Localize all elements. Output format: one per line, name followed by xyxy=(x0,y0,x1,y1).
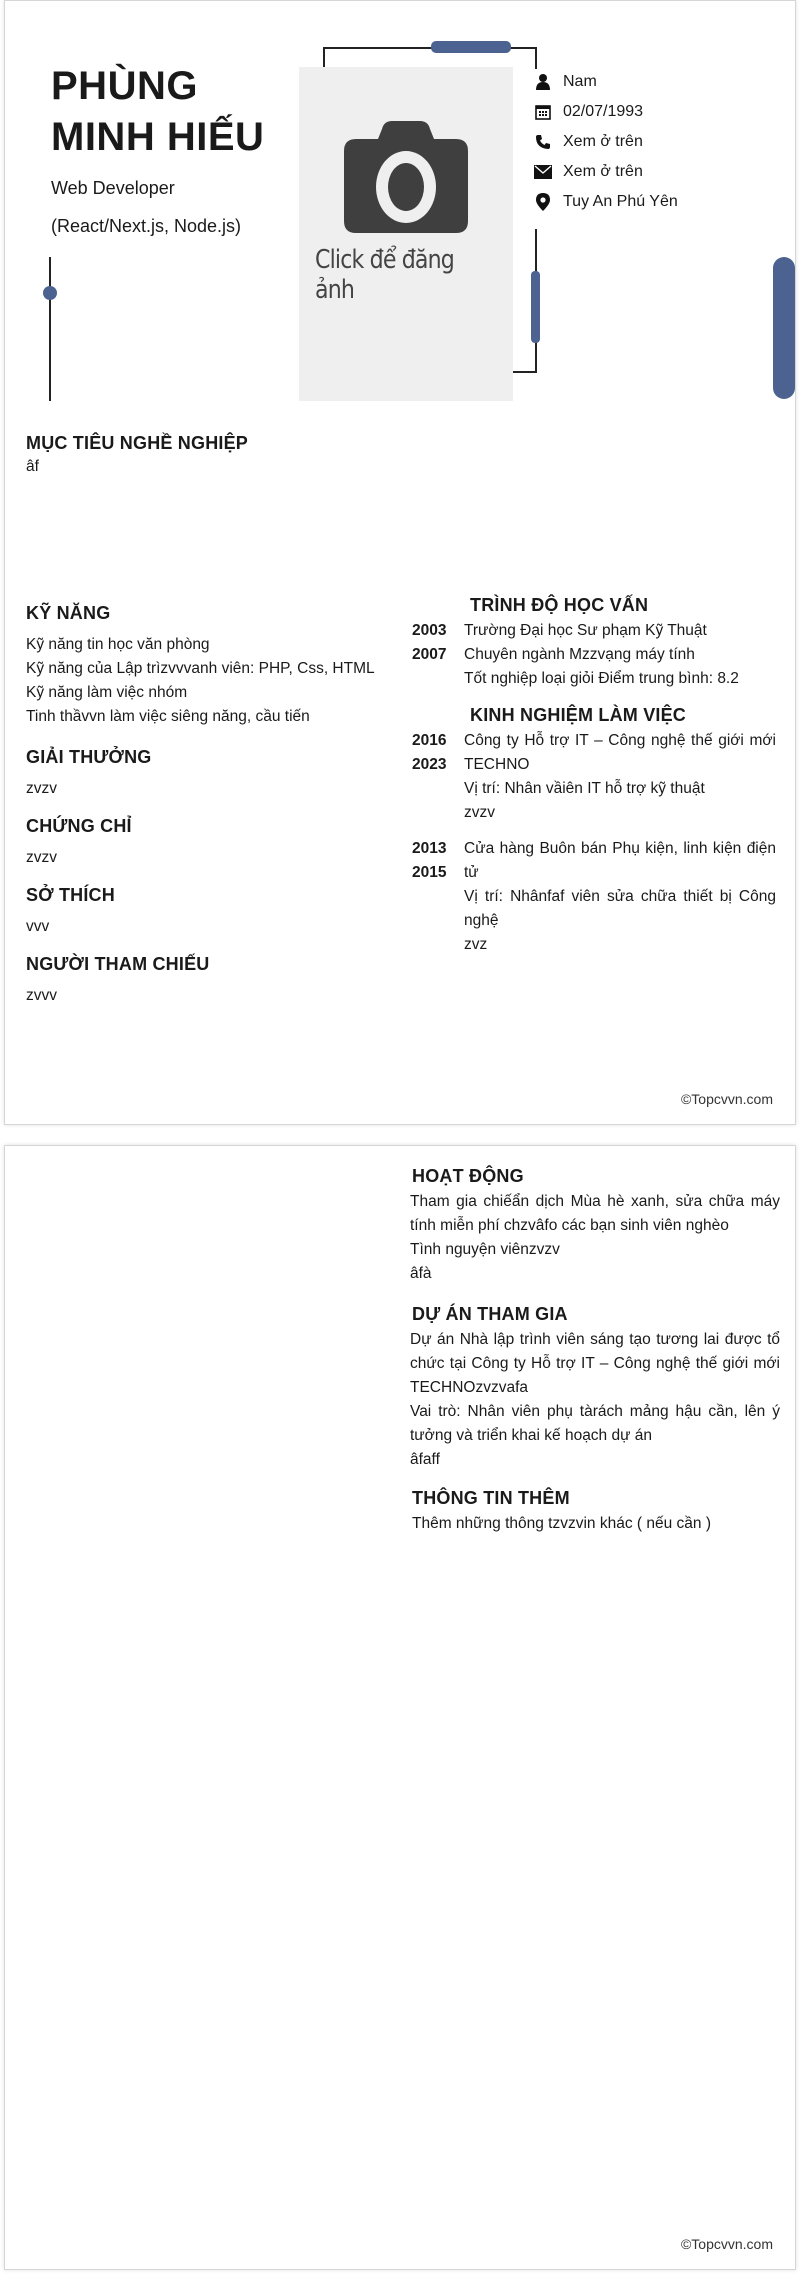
contact-email[interactable] xyxy=(531,157,678,187)
education-result: Tốt nghiệp loại giỏi Điểm trung bình: 8.2 xyxy=(464,670,739,687)
activities-title: HOẠT ĐỘNG xyxy=(412,1166,524,1186)
experience-company: Công ty Hỗ trợ IT – Công nghệ thế giới mới TECHNO xyxy=(464,732,776,773)
hobbies-title: SỞ THÍCH xyxy=(26,885,115,905)
footer-brand: ©Topcvvn.com xyxy=(680,1091,773,1107)
education-year-from: 2003 xyxy=(412,622,447,639)
awards-title: GIẢI THƯỞNG xyxy=(26,747,152,767)
contact-gender[interactable] xyxy=(531,67,678,97)
certificates-text[interactable]: zvzv xyxy=(26,849,57,866)
experience-entry[interactable] xyxy=(412,729,776,825)
name-line-1: PHÙNG xyxy=(51,64,198,108)
top-frame-accent xyxy=(431,41,511,53)
contact-phone[interactable] xyxy=(531,127,678,157)
hobbies-text[interactable]: vvv xyxy=(26,918,50,935)
job-specialty[interactable]: (React/Next.js, Node.js) xyxy=(51,216,242,236)
phone-icon xyxy=(531,132,555,152)
activities-line: Tình nguyện viênzvzv xyxy=(410,1241,560,1258)
page-side-accent xyxy=(773,257,795,399)
experience-year-from: 2016 xyxy=(412,732,447,749)
experience-note: zvzv xyxy=(464,804,495,821)
right-frame-accent xyxy=(531,271,540,343)
user-icon xyxy=(531,72,555,92)
job-title[interactable]: Web Developer xyxy=(51,178,175,198)
contact-phone-value: Xem ở trên xyxy=(563,133,643,150)
education-major: Chuyên ngành Mzzvạng máy tính xyxy=(464,646,695,663)
contact-address-value: Tuy An Phú Yên xyxy=(563,193,678,210)
certificates-title: CHỨNG CHỈ xyxy=(26,816,132,836)
experience-title: KINH NGHIỆM LÀM VIỆC xyxy=(470,705,687,725)
envelope-icon xyxy=(531,162,555,182)
left-deco-line xyxy=(49,257,51,401)
contact-birthday[interactable] xyxy=(531,97,678,127)
projects-text[interactable] xyxy=(410,1328,780,1472)
calendar-icon xyxy=(531,102,555,122)
contact-gender-value: Nam xyxy=(563,73,597,90)
additional-text[interactable]: Thêm những thông tzvzvin khác ( nếu cần ) xyxy=(412,1515,712,1532)
experience-year-to: 2023 xyxy=(412,756,447,773)
skill-item: Tinh thầvvn làm việc siêng năng, cầu tiến xyxy=(26,708,310,725)
contact-email-value: Xem ở trên xyxy=(563,163,643,180)
bottom-frame-line xyxy=(511,371,537,373)
top-frame-right-edge xyxy=(535,47,537,69)
contact-list xyxy=(531,67,678,217)
skills-title: KỸ NĂNG xyxy=(26,603,111,623)
candidate-name[interactable] xyxy=(51,61,264,163)
experience-role: Vị trí: Nhân vầiên IT hỗ trợ kỹ thuật xyxy=(464,780,705,797)
additional-title: THÔNG TIN THÊM xyxy=(412,1488,570,1508)
education-title: TRÌNH ĐỘ HỌC VẤN xyxy=(470,595,649,615)
experience-entry[interactable] xyxy=(412,837,776,957)
activities-line: Tham gia chiếẩn dịch Mùa hè xanh, sửa chữa máy tính miễn phí chzvâfo các bạn sinh viên nghèo xyxy=(410,1193,780,1234)
objective-text[interactable]: âf xyxy=(26,458,39,475)
objective-title: MỤC TIÊU NGHỀ NGHIỆP xyxy=(26,433,249,453)
awards-text[interactable]: zvzv xyxy=(26,780,57,797)
cv-page-1 xyxy=(4,0,796,1125)
education-school: Trường Đại học Sư phạm Kỹ Thuật xyxy=(464,622,707,639)
camera-icon xyxy=(342,117,470,235)
contact-birthday-value: 02/07/1993 xyxy=(563,103,644,120)
activities-line: âfà xyxy=(410,1265,432,1282)
contact-address[interactable] xyxy=(531,187,678,217)
skill-item: Kỹ năng tin học văn phòng xyxy=(26,636,210,653)
activities-text[interactable] xyxy=(410,1190,780,1286)
photo-upload[interactable] xyxy=(299,67,513,401)
projects-line: Dự án Nhà lập trình viên sáng tạo tương lai được tổ chức tại Công ty Hỗ trợ IT – Công nghệ thế giới mới TECHNOzvzvafa xyxy=(410,1331,780,1396)
location-pin-icon xyxy=(531,192,555,212)
photo-upload-label: Click để đăng ảnh xyxy=(315,245,454,305)
education-year-to: 2007 xyxy=(412,646,447,663)
experience-note: zvz xyxy=(464,936,488,953)
name-line-2: MINH HIẾU xyxy=(51,115,265,159)
skill-item: Kỹ năng làm việc nhóm xyxy=(26,684,188,701)
footer-brand: ©Topcvvn.com xyxy=(680,2236,773,2252)
experience-year-to: 2015 xyxy=(412,864,447,881)
skill-item: Kỹ năng của Lập trìzvvvanh viên: PHP, Css, HTML xyxy=(26,660,375,677)
skills-list[interactable] xyxy=(26,633,375,729)
cv-page-2 xyxy=(4,1145,796,2270)
projects-line: Vai trò: Nhân viên phụ tàrách mảng hậu cần, lên ý tưởng và triển khai kế hoạch dự án xyxy=(410,1403,780,1444)
experience-role: Vị trí: Nhânfaf viên sửa chữa thiết bị Công nghệ xyxy=(464,888,776,929)
references-title: NGƯỜI THAM CHIẾU xyxy=(26,954,210,974)
projects-title: DỰ ÁN THAM GIA xyxy=(412,1304,568,1324)
left-deco-dot xyxy=(43,286,57,300)
references-text[interactable]: zvvv xyxy=(26,987,57,1004)
projects-line: âfaff xyxy=(410,1451,440,1468)
experience-company: Cửa hàng Buôn bán Phụ kiện, linh kiện điện tử xyxy=(464,840,776,881)
top-frame-left-edge xyxy=(323,47,325,69)
education-entry[interactable] xyxy=(412,619,776,691)
experience-year-from: 2013 xyxy=(412,840,447,857)
